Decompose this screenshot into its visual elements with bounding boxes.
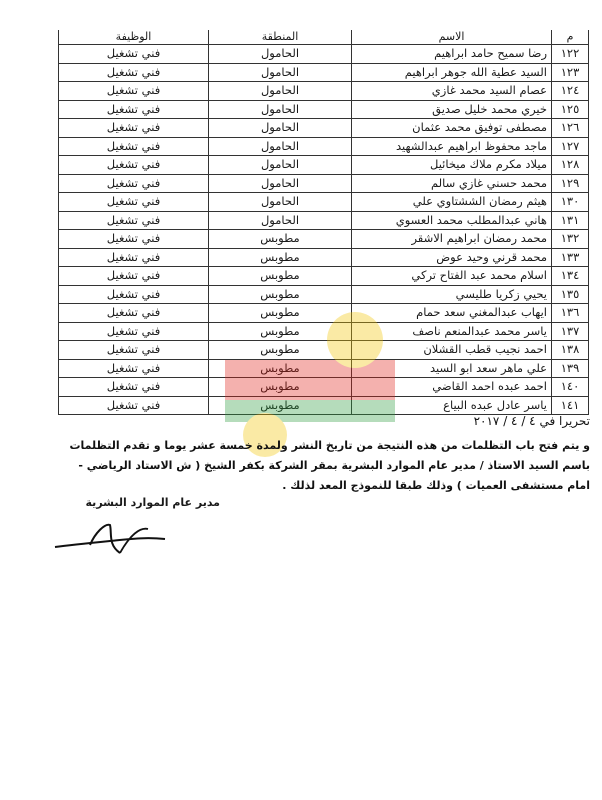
region-cell: الحامول xyxy=(209,63,352,82)
job-cell: فني تشغيل xyxy=(59,82,209,101)
job-cell: فني تشغيل xyxy=(59,322,209,341)
table-row xyxy=(59,193,589,212)
region-cell: مطوبس xyxy=(209,248,352,267)
table-row xyxy=(59,359,589,378)
table-row xyxy=(59,248,589,267)
table-row xyxy=(59,396,589,415)
header-job: الوظيفة xyxy=(59,30,209,45)
job-cell: فني تشغيل xyxy=(59,100,209,119)
job-cell: فني تشغيل xyxy=(59,285,209,304)
row-number: ١٢٦ xyxy=(552,119,589,138)
job-cell: فني تشغيل xyxy=(59,137,209,156)
signature-mark xyxy=(50,515,170,560)
table-row xyxy=(59,174,589,193)
region-cell: الحامول xyxy=(209,82,352,101)
row-number: ١٤٠ xyxy=(552,378,589,397)
table-row xyxy=(59,156,589,175)
header-name: الاسم xyxy=(352,30,552,45)
row-number: ١٣٧ xyxy=(552,322,589,341)
region-cell: مطوبس xyxy=(209,341,352,360)
table-row xyxy=(59,45,589,64)
row-number: ١٢٣ xyxy=(552,63,589,82)
region-cell: مطوبس xyxy=(209,285,352,304)
employee-name: احمد عبده احمد القاضي xyxy=(352,378,552,397)
table-row xyxy=(59,63,589,82)
table-row xyxy=(59,137,589,156)
row-number: ١٣٠ xyxy=(552,193,589,212)
row-number: ١٣٩ xyxy=(552,359,589,378)
header-num: م xyxy=(552,30,589,45)
employee-name: ياسر محمد عبدالمنعم ناصف xyxy=(352,322,552,341)
row-number: ١٤١ xyxy=(552,396,589,415)
employee-name: السيد عطية الله جوهر ابراهيم xyxy=(352,63,552,82)
row-number: ١٣٨ xyxy=(552,341,589,360)
table-row xyxy=(59,100,589,119)
table-row xyxy=(59,304,589,323)
employee-name: خيري محمد خليل صديق xyxy=(352,100,552,119)
table-row xyxy=(59,230,589,249)
row-number: ١٣٥ xyxy=(552,285,589,304)
job-cell: فني تشغيل xyxy=(59,63,209,82)
row-number: ١٢٧ xyxy=(552,137,589,156)
employee-name: هيثم رمضان الششتاوي علي xyxy=(352,193,552,212)
row-number: ١٢٢ xyxy=(552,45,589,64)
job-cell: فني تشغيل xyxy=(59,248,209,267)
employee-name: رضا سميح حامد ابراهيم xyxy=(352,45,552,64)
region-cell: الحامول xyxy=(209,193,352,212)
row-number: ١٣١ xyxy=(552,211,589,230)
job-cell: فني تشغيل xyxy=(59,359,209,378)
job-cell: فني تشغيل xyxy=(59,193,209,212)
signer-title: مدير عام الموارد البشرية xyxy=(85,496,220,509)
region-cell: مطوبس xyxy=(209,304,352,323)
table-row xyxy=(59,341,589,360)
table-row xyxy=(59,322,589,341)
employee-name: محمد حسني غازي سالم xyxy=(352,174,552,193)
table-row xyxy=(59,267,589,286)
table-row xyxy=(59,211,589,230)
region-cell: مطوبس xyxy=(209,378,352,397)
job-cell: فني تشغيل xyxy=(59,396,209,415)
region-cell: الحامول xyxy=(209,119,352,138)
table-row xyxy=(59,82,589,101)
region-cell: الحامول xyxy=(209,137,352,156)
table-row xyxy=(59,378,589,397)
region-cell: الحامول xyxy=(209,100,352,119)
job-cell: فني تشغيل xyxy=(59,174,209,193)
job-cell: فني تشغيل xyxy=(59,341,209,360)
employee-name: احمد نجيب قطب القشلان xyxy=(352,341,552,360)
employee-table xyxy=(58,30,589,415)
employee-name: محمد قرني وحيد عوض xyxy=(352,248,552,267)
row-number: ١٢٨ xyxy=(552,156,589,175)
row-number: ١٣٤ xyxy=(552,267,589,286)
region-cell: الحامول xyxy=(209,45,352,64)
job-cell: فني تشغيل xyxy=(59,45,209,64)
employee-name: ايهاب عبدالمغني سعد حمام xyxy=(352,304,552,323)
job-cell: فني تشغيل xyxy=(59,119,209,138)
employee-name: مصطفى توفيق محمد عثمان xyxy=(352,119,552,138)
table-row xyxy=(59,119,589,138)
region-cell: مطوبس xyxy=(209,322,352,341)
table-header-row xyxy=(59,30,589,45)
job-cell: فني تشغيل xyxy=(59,267,209,286)
employee-name: يحيي زكريا طليسي xyxy=(352,285,552,304)
row-number: ١٣٢ xyxy=(552,230,589,249)
region-cell: مطوبس xyxy=(209,359,352,378)
table-body xyxy=(59,45,589,415)
row-number: ١٣٣ xyxy=(552,248,589,267)
region-cell: مطوبس xyxy=(209,230,352,249)
region-cell: الحامول xyxy=(209,174,352,193)
employee-name: اسلام محمد عبد الفتاح تركي xyxy=(352,267,552,286)
region-cell: مطوبس xyxy=(209,396,352,415)
job-cell: فني تشغيل xyxy=(59,156,209,175)
row-number: ١٢٤ xyxy=(552,82,589,101)
grievance-notice: و يتم فتح باب التظلمات من هذه النتيجة من تاريخ النشر ولمدة خمسة عشر يوما و تقدم التظلمات باسم السيد الاستاذ / مدير عام الموارد البشرية بمقر الشركة بكفر الشيخ ( ش الاستاد الرياضي - امام مستشفى العميات ) وذلك طبقا للنموذج المعد لذلك . xyxy=(69,439,590,492)
employee-name: ميلاد مكرم ملاك ميخائيل xyxy=(352,156,552,175)
employee-name: عصام السيد محمد غازي xyxy=(352,82,552,101)
job-cell: فني تشغيل xyxy=(59,211,209,230)
header-region: المنطقة xyxy=(209,30,352,45)
region-cell: الحامول xyxy=(209,211,352,230)
job-cell: فني تشغيل xyxy=(59,378,209,397)
employee-name: هاني عبدالمطلب محمد العسوي xyxy=(352,211,552,230)
region-cell: الحامول xyxy=(209,156,352,175)
employee-name: ماجد محفوظ ابراهيم عبدالشهيد xyxy=(352,137,552,156)
date-line: تحريرا في ٤ / ٤ / ٢٠١٧ xyxy=(473,414,590,428)
employee-name: محمد رمضان ابراهيم الاشقر xyxy=(352,230,552,249)
row-number: ١٣٦ xyxy=(552,304,589,323)
job-cell: فني تشغيل xyxy=(59,230,209,249)
row-number: ١٢٥ xyxy=(552,100,589,119)
region-cell: مطوبس xyxy=(209,267,352,286)
employee-name: ياسر عادل عبده البياع xyxy=(352,396,552,415)
employee-name: علي ماهر سعد ابو السيد xyxy=(352,359,552,378)
job-cell: فني تشغيل xyxy=(59,304,209,323)
row-number: ١٢٩ xyxy=(552,174,589,193)
table-row xyxy=(59,285,589,304)
